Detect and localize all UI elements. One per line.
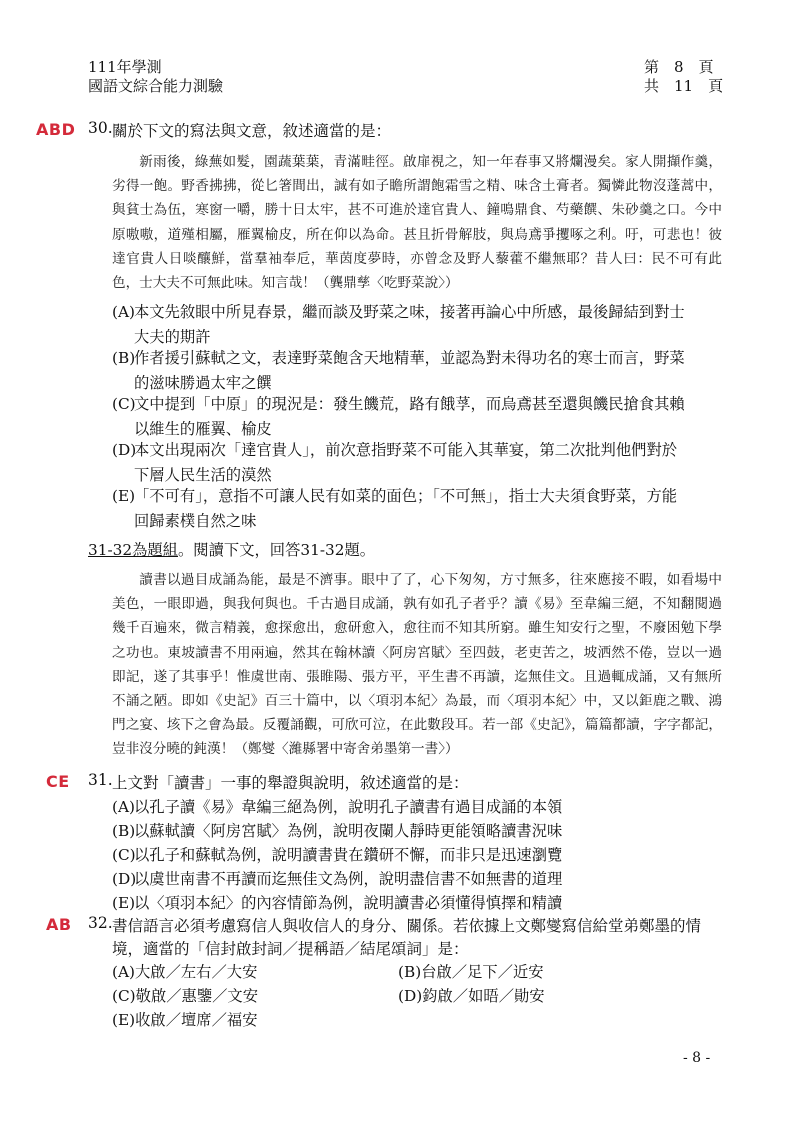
q31-option-a[interactable] [112, 795, 724, 820]
option-label: (E) [112, 487, 136, 505]
option-text: 台啟／足下／近安 [421, 963, 544, 981]
q31-option-d[interactable] [112, 867, 724, 892]
option-label: (B) [398, 963, 422, 981]
option-text-cont: 回歸素樸自然之味 [134, 512, 257, 530]
option-text: 鈞啟／如晤／勛安 [422, 987, 545, 1005]
q31-stem: 上文對「讀書」一事的舉證與說明，敘述適當的是： [112, 774, 469, 792]
option-text: 大啟／左右／大安 [134, 963, 258, 981]
option-label: (D) [398, 987, 423, 1005]
option-text: 敬啟／惠鑒／文安 [135, 987, 259, 1005]
q32-option-c[interactable] [112, 984, 258, 1006]
option-label: (C) [112, 987, 136, 1005]
option-label: (A) [112, 303, 135, 321]
option-label: (A) [112, 798, 135, 816]
q32-option-a[interactable] [112, 960, 257, 982]
option-text: 以虞世南書不再讀而迄無佳文為例，說明盡信書不如無書的道理 [134, 870, 563, 888]
option-label: (B) [112, 822, 136, 840]
q31-number: 31. [88, 771, 113, 789]
q32-stem-line1: 書信語言必須考慮寫信人與收信人的身分、關係。若依據上文鄭燮寫信給堂弟鄭墨的情 [112, 917, 702, 935]
answer-mark-q31: CE [46, 772, 70, 791]
option-text-cont: 下層人民生活的漠然 [134, 466, 272, 484]
option-label: (E) [112, 894, 136, 912]
page-number-label: 第 8 頁 [644, 58, 714, 76]
option-text: 以蘇軾讀〈阿房宮賦〉為例，說明夜闌人靜時更能領略讀書況味 [134, 822, 563, 840]
option-label: (D) [112, 441, 137, 459]
option-text: 文中提到「中原」的現況是：發生饑荒，路有餓莩，而烏鳶甚至還與饑民搶食其賴 [134, 395, 685, 413]
group-instructions: 。閱讀下文，回答31-32題。 [178, 541, 376, 559]
answer-mark-q30: ABD [36, 120, 76, 139]
exam-name: 111年學測 [88, 58, 162, 76]
option-label: (E) [112, 1011, 136, 1029]
option-label: (B) [112, 349, 136, 367]
option-text-cont: 大夫的期許 [134, 328, 211, 346]
option-text-cont: 的滋味勝過太牢之饌 [134, 374, 272, 392]
q31-option-b[interactable] [112, 819, 724, 844]
option-label: (C) [112, 846, 136, 864]
q32-stem-line2: 境，適當的「信封啟封詞／提稱語／結尾頌詞」是： [112, 940, 469, 958]
q32-option-e[interactable] [112, 1008, 258, 1030]
q30-stem: 關於下文的寫法與文意，敘述適當的是： [112, 122, 392, 140]
subject-name: 國語文綜合能力測驗 [88, 77, 224, 95]
q30-passage-text: 新雨後，綠蕪如髮，園蔬葉葉，青滿畦徑。啟扉視之，知一年春事又將爛漫矣。家人開擷作羹，劣得一飽。野香拂拂，從匕箸間出，誠有如子瞻所謂飽霜雪之精、味含土膏者。獨憐此物沒蓬蒿中，與貧士為伍，寒窗一嚼，勝十日太牢，甚不可進於達官貴人、鐘鳴鼎食、芍藥饌、朱砂羹之口。今中原嗷嗷，道殣相屬，雁翼榆皮，所在仰以為命。甚且折骨解肢，與烏鳶爭攫啄之利。吁，可悲也！彼達官貴人日啖釀鮮，當羣袖奉卮，華茵度夢時，亦曾念及野人藜藿不繼無耶？昔人曰：民不可有此色，士大夫不可無此味。知言哉！（龔鼎孳〈吃野菜說〉） [112, 154, 722, 292]
q32-option-b[interactable] [398, 960, 544, 982]
q30-option-a[interactable] [112, 300, 724, 350]
option-text: 本文出現兩次「達官貴人」，前次意指野菜不可能入其華宴，第二次批判他們對於 [134, 441, 678, 459]
q31-option-e[interactable] [112, 891, 724, 916]
q30-option-e[interactable] [112, 484, 724, 534]
group-range: 31-32為題組 [88, 541, 178, 559]
option-text: 本文先敘眼中所見春景，繼而談及野菜之味，接著再論心中所感，最後歸結到對士 [134, 303, 685, 321]
option-label: (D) [112, 870, 137, 888]
total-pages-label: 共 11 頁 [644, 77, 724, 95]
option-text: 以孔子讀《易》韋編三絕為例，說明孔子讀書有過目成誦的本領 [134, 798, 563, 816]
q30-option-c[interactable] [112, 392, 724, 442]
option-text-cont: 以維生的雁翼、榆皮 [134, 420, 272, 438]
option-label: (C) [112, 395, 136, 413]
q30-number: 30. [88, 119, 113, 137]
option-text: 以〈項羽本紀〉的內容情節為例，說明讀書必須懂得慎擇和精讀 [134, 894, 563, 912]
option-text: 作者援引蘇軾之文，表達野菜飽含天地精華，並認為對未得功名的寒士而言，野菜 [134, 349, 685, 367]
group-passage [112, 568, 722, 762]
q32-option-d[interactable] [398, 984, 545, 1006]
q31-option-c[interactable] [112, 843, 724, 868]
option-text: 「不可有」，意指不可讓人民有如菜的面色；「不可無」，指士大夫須食野菜，方能 [134, 487, 678, 505]
page-footer: - 8 - [683, 1050, 711, 1066]
q30-option-b[interactable] [112, 346, 724, 396]
q30-option-d[interactable] [112, 438, 724, 488]
option-text: 收啟／壇席／福安 [135, 1011, 258, 1029]
answer-mark-q32: AB [46, 915, 72, 934]
q32-number: 32. [88, 914, 113, 932]
option-label: (A) [112, 963, 135, 981]
question-group-heading [88, 538, 375, 560]
group-passage-text: 讀書以過目成誦為能，最是不濟事。眼中了了，心下匆匆，方寸無多，往來應接不暇，如看場中美色，一眼即過，與我何與也。千古過目成誦，孰有如孔子者乎？讀《易》至韋編三絕，不知翻閱過幾千百遍來，微言精義，愈探愈出，愈研愈入，愈往而不知其所窮。雖生知安行之聖，不廢困勉下學之功也。東坡讀書不用兩遍，然其在翰林讀〈阿房宮賦〉至四鼓，老吏苦之，坡洒然不倦，豈以一過即記，遂了其事乎！惟虞世南、張睢陽、張方平，平生書不再讀，迄無佳文。且過輒成誦，又有無所不誦之陋。即如《史記》百三十篇中，以〈項羽本紀〉為最，而〈項羽本紀〉中，又以鉅鹿之戰、鴻門之宴、垓下之會為最。反覆誦觀，可欣可泣，在此數段耳。若一部《史記》，篇篇都讀，字字都記，豈非沒分曉的鈍漢！（鄭燮〈濰縣署中寄舍弟墨第一書〉） [112, 572, 722, 758]
option-text: 以孔子和蘇軾為例，說明讀書貴在鑽研不懈，而非只是迅速瀏覽 [134, 846, 563, 864]
header-right [644, 58, 723, 96]
q30-passage [112, 150, 722, 295]
header-left [88, 58, 223, 96]
